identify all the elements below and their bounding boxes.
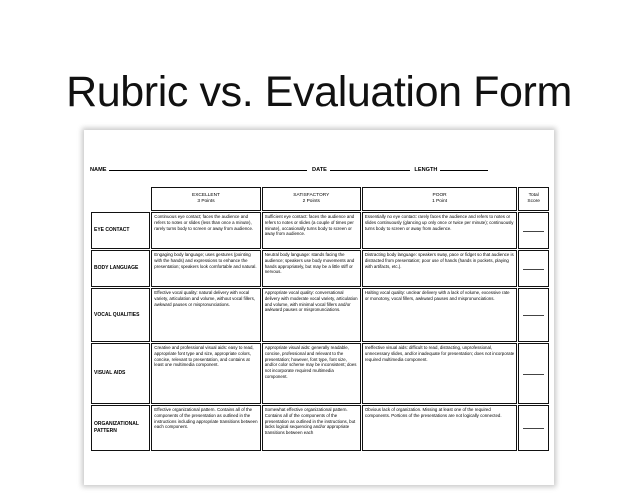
length-blank bbox=[440, 170, 488, 171]
cell-poor: Ineffective visual aids: difficult to read, distracting, unprofessional, unnecessary slides, and/or inadequate for presentation; does not incorporate required multimedia component. bbox=[362, 343, 517, 404]
score-cell[interactable] bbox=[518, 250, 549, 287]
date-label: DATE bbox=[312, 167, 327, 173]
cell-poor: Essentially no eye contact: rarely faces the audience and refers to notes or slides continuously (glancing up only once or twice per minute); continuously turns body to screen or away from audience. bbox=[362, 212, 517, 249]
cell-poor: Distracting body language: speakers sway, pace or fidget so that audience is distracted from presentation; poor use of hands (hands in pockets, playing with artifacts, etc.). bbox=[362, 250, 517, 287]
table-row bbox=[91, 212, 549, 249]
score-line bbox=[523, 230, 544, 232]
rubric-table bbox=[90, 186, 550, 452]
date-blank bbox=[330, 170, 410, 171]
cell-excellent: Continuous eye contact; faces the audience and refers to notes or slides (less than once a minute), rarely turns body to screen or away from audience. bbox=[151, 212, 260, 249]
table-row bbox=[91, 343, 549, 404]
row-category: EYE CONTACT bbox=[91, 212, 150, 249]
table-row bbox=[91, 288, 549, 342]
table-header-row bbox=[91, 187, 549, 211]
cell-excellent: Effective organizational pattern. Contains all of the components of the presentation as outlined in the instructions including appropriate transitions between each component. bbox=[151, 405, 260, 451]
score-line bbox=[523, 373, 544, 375]
score-cell[interactable] bbox=[518, 288, 549, 342]
row-category: BODY LANGUAGE bbox=[91, 250, 150, 287]
header-satisfactory: SATISFACTORY 2 Points bbox=[262, 187, 361, 211]
cell-satisfactory: Appropriate visual aids: generally readable, concise, professional and relevant to the presentation; however, font type, font size, and/or color scheme may be inconsistent; does not incorporate required multimedia component. bbox=[262, 343, 361, 404]
score-line bbox=[523, 268, 544, 270]
row-category: ORGANIZATIONAL PATTERN bbox=[91, 405, 150, 451]
name-label: NAME bbox=[90, 167, 107, 173]
cell-poor: Halting vocal quality: unclear delivery with a lack of volume, excessive rate or monotony, vocal fillers, awkward pauses and mispronunciations. bbox=[362, 288, 517, 342]
row-category: VISUAL AIDS bbox=[91, 343, 150, 404]
cell-satisfactory: Sufficient eye contact: faces the audience and refers to notes or slides (a couple of times per minute), occasionally turns body to screen or away from audience. bbox=[262, 212, 361, 249]
table-row bbox=[91, 405, 549, 451]
score-cell[interactable] bbox=[518, 212, 549, 249]
form-header-line bbox=[90, 167, 550, 173]
slide-title: Rubric vs. Evaluation Form bbox=[66, 68, 572, 116]
header-total-score: Total Score bbox=[518, 187, 549, 211]
row-category: VOCAL QUALITIES bbox=[91, 288, 150, 342]
cell-satisfactory: Neutral body language: stands facing the audience; speakers use body movements and hands appropriately, but may be a little stiff or nervous. bbox=[262, 250, 361, 287]
score-line bbox=[523, 314, 544, 316]
header-excellent: EXCELLENT 3 Points bbox=[151, 187, 260, 211]
cell-satisfactory: Somewhat effective organizational pattern. Contains all of the components of the presentation as outlined in the instructions, but lacks logical sequencing and/or appropriate transitions between each bbox=[262, 405, 361, 451]
cell-excellent: Creative and professional visual aids: easy to read, appropriate font type and size, appropriate colors, concise, relevant to presentation, and contains at least one multimedia component. bbox=[151, 343, 260, 404]
cell-excellent: Effective vocal quality: natural delivery with vocal variety, articulation and volume, without vocal fillers, awkward pauses or mispronunciations. bbox=[151, 288, 260, 342]
header-poor: POOR 1 Point bbox=[362, 187, 517, 211]
length-label: LENGTH bbox=[414, 167, 438, 173]
score-cell[interactable] bbox=[518, 343, 549, 404]
score-line bbox=[523, 427, 544, 429]
score-cell[interactable] bbox=[518, 405, 549, 451]
table-row bbox=[91, 250, 549, 287]
cell-poor: Obvious lack of organization. Missing at least one of the required components. Portions of the presentations are not logically connected. bbox=[362, 405, 517, 451]
cell-excellent: Engaging body language; uses gestures (pointing with the hands) and expressions to enhance the presentation; speakers look comfortable and natural. bbox=[151, 250, 260, 287]
name-blank bbox=[109, 170, 307, 171]
cell-satisfactory: Appropriate vocal quality: conversational delivery with moderate vocal variety, articulation and volume, with minimal vocal fillers and/or awkward pauses or mispronunciations. bbox=[262, 288, 361, 342]
rubric-document bbox=[84, 130, 554, 485]
